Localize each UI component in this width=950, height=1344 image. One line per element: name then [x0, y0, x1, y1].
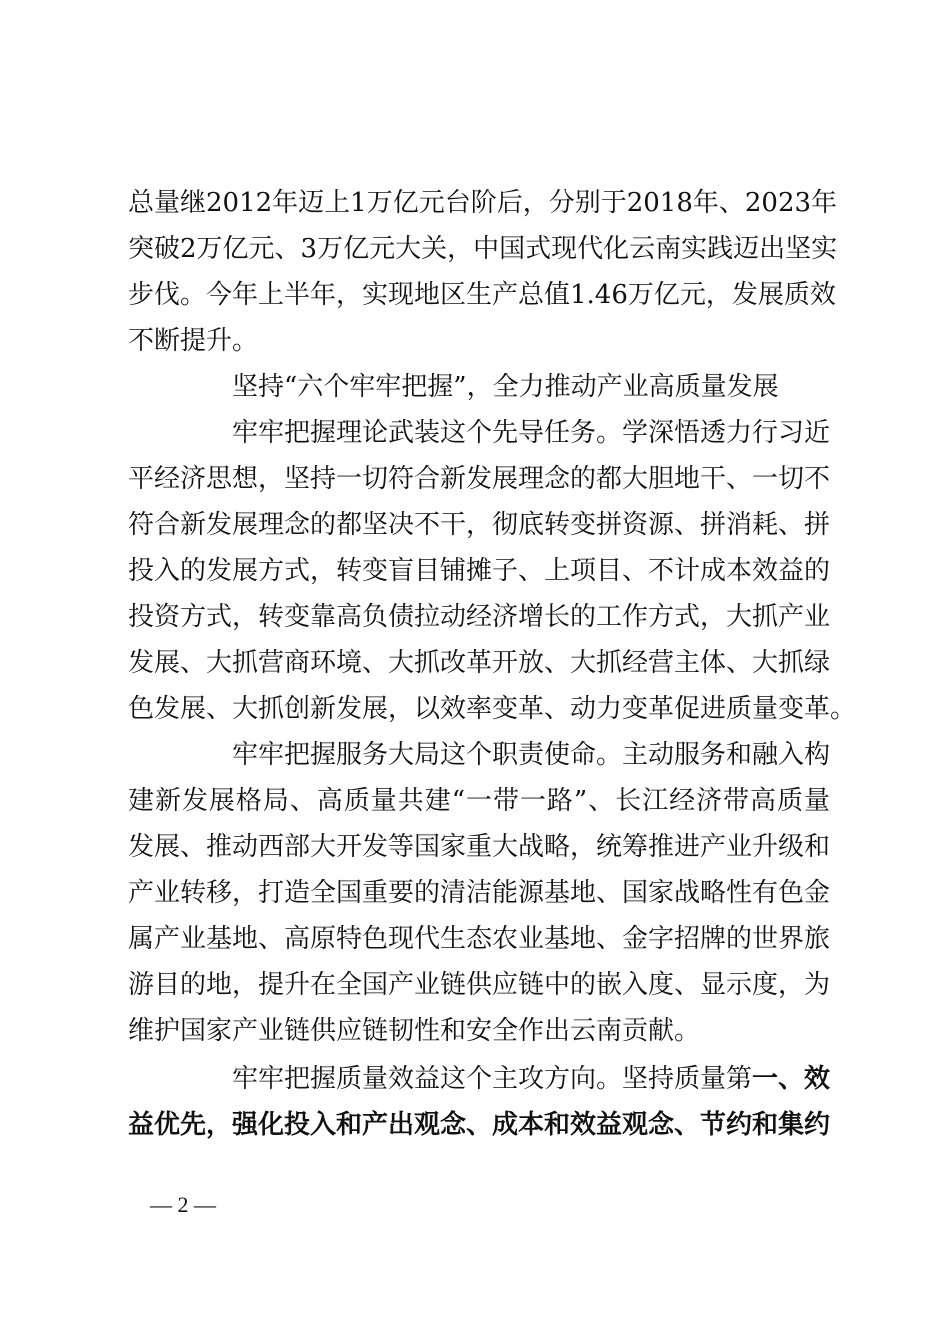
paragraph-line: 产业转移，打造全国重要的清洁能源基地、国家战略性有色金 [128, 878, 831, 908]
paragraph-line: 符合新发展理念的都坚决不干，彻底转变拼资源、拼消耗、拼 [128, 510, 831, 540]
paragraph-line: 投入的发展方式，转变盲目铺摊子、上项目、不计成本效益的 [128, 556, 831, 586]
section-heading: 坚持“六个牢牢把握”，全力推动产业高质量发展 [232, 372, 779, 402]
paragraph-line: 不断提升。 [128, 326, 259, 356]
page-number: — 2 — [150, 1192, 216, 1217]
paragraph-line: 总量继2012年迈上1万亿元台阶后，分别于2018年、2023年 [128, 188, 838, 218]
paragraph-line [232, 1056, 830, 1102]
paragraph-line-bold: 益优先，强化投入和产出观念、成本和效益观念、节约和集约 [128, 1110, 831, 1140]
paragraph-line: 游目的地，提升在全国产业链供应链中的嵌入度、显示度，为 [128, 970, 831, 1000]
paragraph-line: 步伐。今年上半年，实现地区生产总值1.46万亿元，发展质效 [128, 280, 836, 310]
paragraph-line: 牢牢把握理论武装这个先导任务。学深悟透力行习近 [232, 418, 831, 448]
paragraph-line: 平经济思想，坚持一切符合新发展理念的都大胆地干、一切不 [128, 464, 831, 494]
paragraph-line: 维护国家产业链供应链韧性和安全作出云南贡献。 [128, 1016, 701, 1046]
paragraph-line: 属产业基地、高原特色现代生态农业基地、金字招牌的世界旅 [128, 924, 831, 954]
paragraph-line: 建新发展格局、高质量共建“一带一路”、长江经济带高质量 [128, 786, 830, 816]
paragraph-line: 突破2万亿元、3万亿元大关，中国式现代化云南实践迈出坚实 [128, 234, 838, 264]
paragraph-line: 投资方式，转变靠高负债拉动经济增长的工作方式，大抓产业 [128, 602, 831, 632]
paragraph-text: 牢牢把握质量效益这个主攻方向。坚持质量第 [232, 1064, 753, 1094]
paragraph-line: 牢牢把握服务大局这个职责使命。主动服务和融入构 [232, 740, 831, 770]
bold-text: 一、效 [752, 1064, 831, 1094]
paragraph-line: 发展、大抓营商环境、大抓改革开放、大抓经营主体、大抓绿 [128, 648, 831, 678]
paragraph-line: 色发展、大抓创新发展，以效率变革、动力变革促进质量变革。 [128, 694, 857, 724]
paragraph-line: 发展、推动西部大开发等国家重大战略，统筹推进产业升级和 [128, 832, 831, 862]
